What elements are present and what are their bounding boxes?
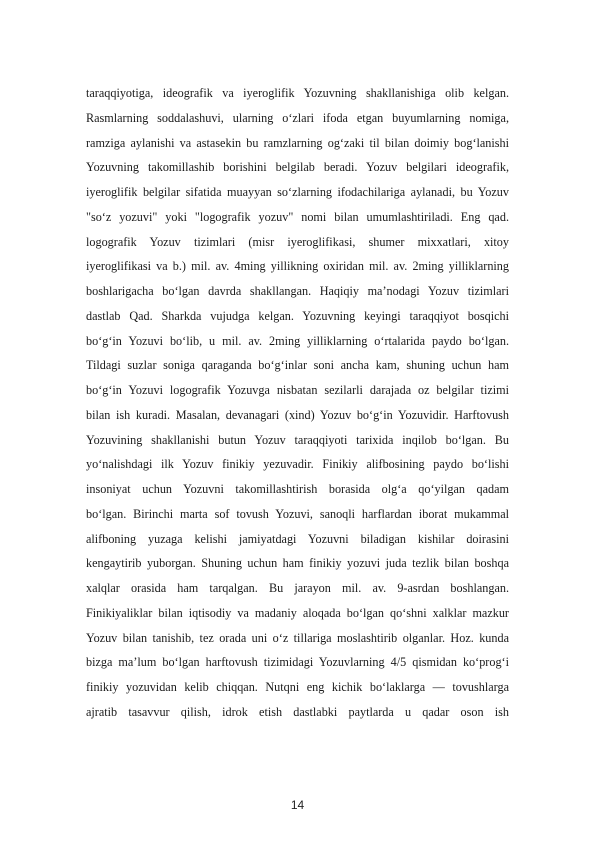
text-line: iyeroglifikasi va b.) mil. av. 4ming yillikning oxiridan mil. av. 2ming yilliklarning: [86, 259, 509, 274]
text-line: Finikiyaliklar bilan iqtisodiy va madaniy aloqada boʻlgan qoʻshni xalklar mazkur: [86, 605, 509, 620]
text-line: taraqqiyotiga, ideografik va iyeroglifik Yozuvning shakllanishiga olib kelgan.: [86, 86, 509, 100]
text-line: xalqlar orasida ham tarqalgan. Bu jarayon mil. av. 9-asrdan boshlangan.: [86, 581, 509, 595]
text-line: bilan ish kuradi. Masalan, devanagari (xind) Yozuv boʻgʻin Yozuvidir. Harftovush: [86, 407, 509, 422]
text-line: ajratib tasavvur qilish, idrok etish dastlabki paytlarda u qadar oson ish: [86, 704, 509, 719]
text-line: Yozuv bilan tanishib, tez orada uni oʻz tillariga moslashtirib olganlar. Hoz. kunda: [86, 630, 509, 645]
text-line: alifboning yuzaga kelishi jamiyatdagi Yozuvni biladigan kishilar doirasini: [86, 531, 509, 546]
text-line: boshlarigacha boʻlgan davrda shakllangan. Haqiqiy maʼnodagi Yozuv tizimlari: [86, 284, 509, 298]
text-line: iyeroglifik belgilar sifatida muayyan soʻzlarning ifodachilariga aylanadi, bu Yozuv: [86, 185, 509, 199]
text-line: ramziga aylanishi va astasekin bu ramzlarning ogʻzaki til bilan doimiy bogʻlanishi: [86, 135, 509, 150]
text-line: insoniyat uchun Yozuvni takomillashtirish borasida olgʻa qoʻyilgan qadam: [86, 482, 509, 496]
text-line: yoʻnalishdagi ilk Yozuv finikiy yezuvadir. Finikiy alifbosining paydo boʻlishi: [86, 457, 509, 472]
text-line: finikiy yozuvidan kelib chiqqan. Nutqni eng kichik boʻlaklarga — tovushlarga: [86, 680, 509, 694]
text-line: Yozuvning takomillashib borishini belgilab beradi. Yozuv belgilari ideografik,: [86, 160, 509, 175]
text-line: boʻlgan. Birinchi marta sof tovush Yozuvi, sanoqli harflardan iborat mukammal: [86, 506, 509, 521]
body-paragraph: [86, 81, 509, 725]
text-line: bizga maʼlum boʻlgan harftovush tizimidagi Yozuvlarning 4/5 qismidan koʻprogʻi: [86, 655, 509, 670]
text-line: "soʻz yozuvi" yoki "logografik yozuv" nomi bilan umumlashtiriladi. Eng qad.: [86, 209, 509, 224]
text-line: dastlab Qad. Sharkda vujudga kelgan. Yozuvning keyingi taraqqiyot bosqichi: [86, 308, 509, 323]
text-line: Rasmlarning soddalashuvi, ularning oʻzlari ifoda etgan buyumlarning nomiga,: [86, 110, 509, 125]
text-line: kengaytirib yuborgan. Shuning uchun ham finikiy yozuvi juda tezlik bilan boshqa: [86, 556, 509, 571]
text-line: Tildagi suzlar soniga qaraganda boʻgʻinlar soni ancha kam, shuning uchun ham: [86, 358, 509, 373]
page-number: 14: [290, 798, 305, 812]
text-line: boʻgʻin Yozuvi boʻlib, u mil. av. 2ming yilliklarning oʻrtalarida paydo boʻlgan.: [86, 333, 509, 348]
text-line: Yozuvining shakllanishi butun Yozuv taraqqiyoti tarixida inqilob boʻlgan. Bu: [86, 432, 509, 447]
text-line: logografik Yozuv tizimlari (misr iyeroglifikasi, shumer mixxatlari, xitoy: [86, 234, 509, 249]
text-line: boʻgʻin Yozuvi logografik Yozuvga nisbatan sezilarli darajada oz belgilar tizimi: [86, 383, 509, 397]
